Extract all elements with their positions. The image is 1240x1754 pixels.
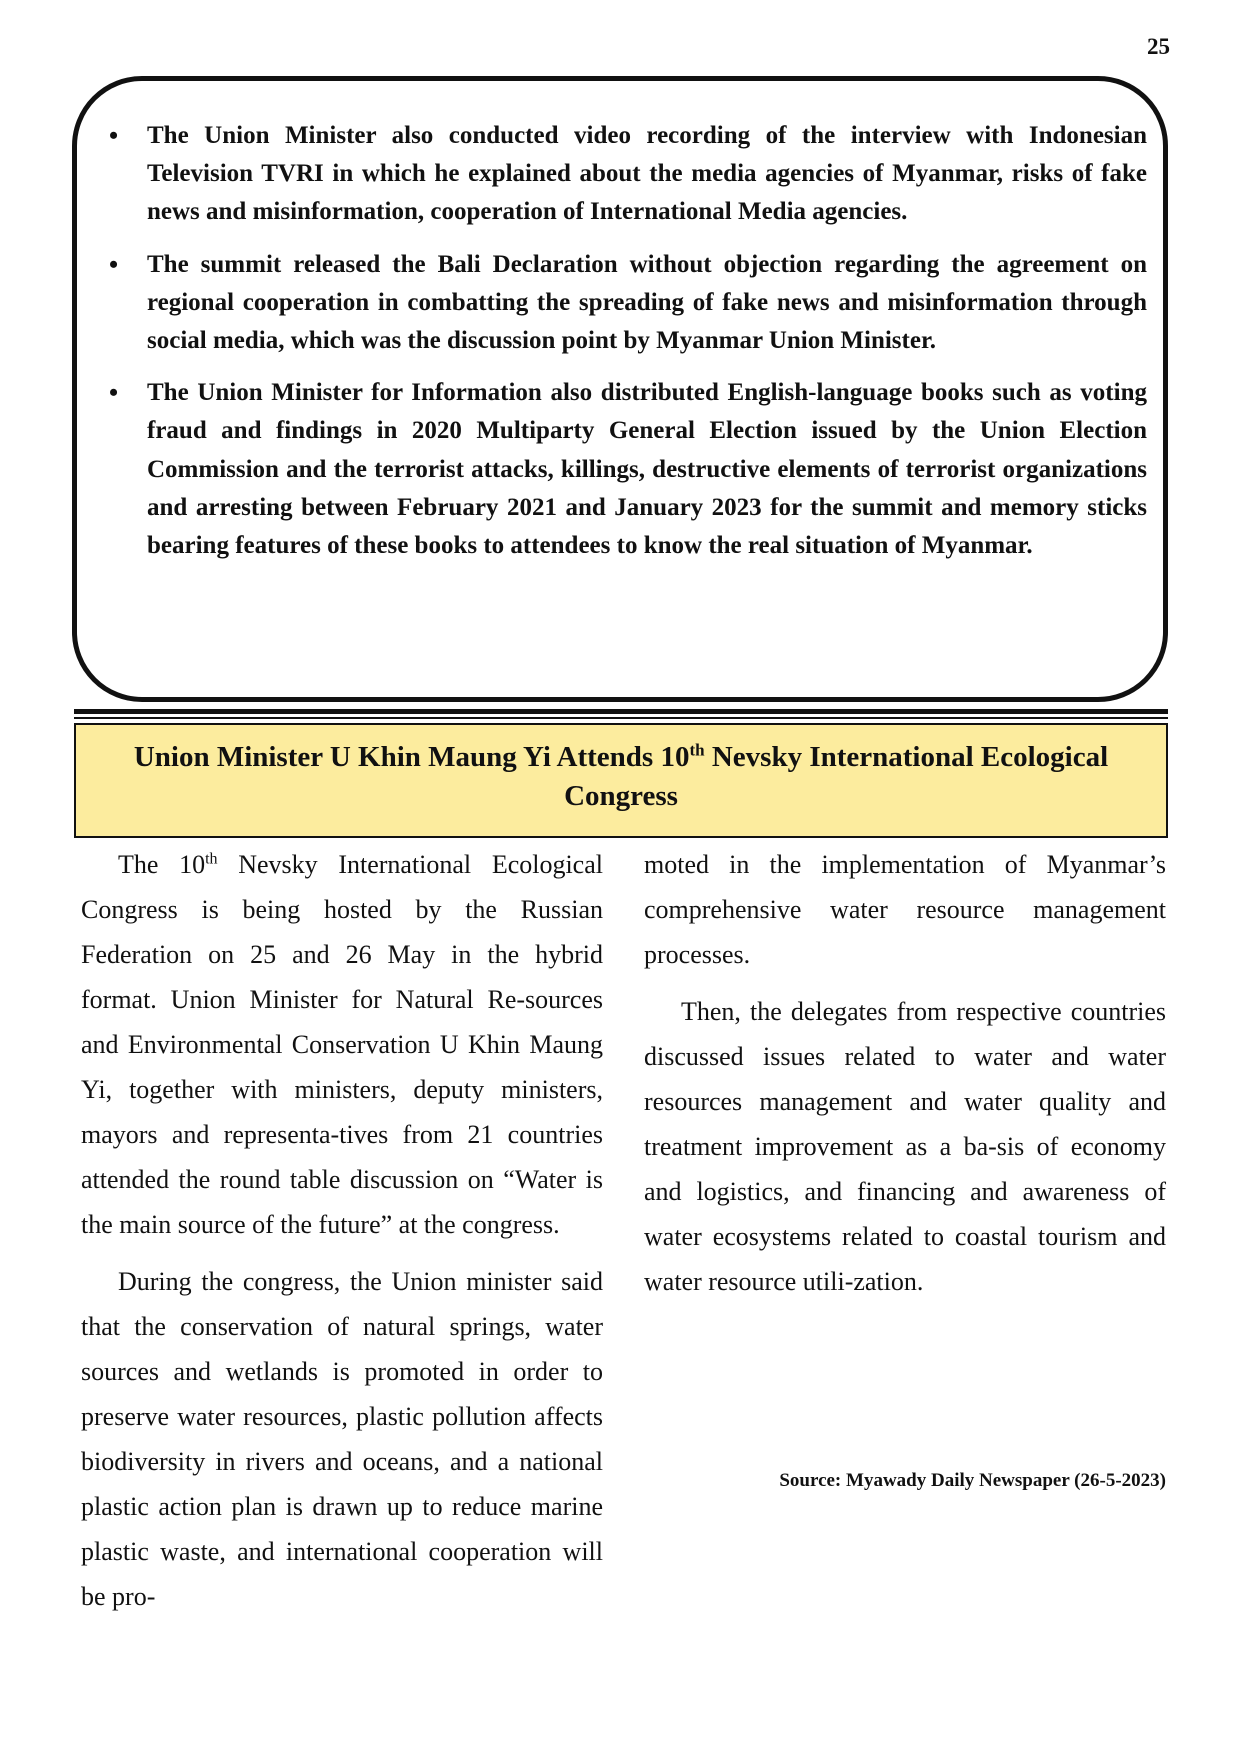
- paragraph-superscript: th: [205, 850, 218, 868]
- article-paragraph: During the congress, the Union minister said that the conservation of natural springs, water sources and wetlands is promoted in order to preserve water resources, plastic pollution affects biodiversity in rivers and oceans, and a national plastic action plan is drawn up to reduce marine plastic waste, and international cooperation will be pro-: [81, 1267, 603, 1611]
- divider-thick: [74, 709, 1168, 714]
- article-paragraph: Then, the delegates from respective countries discussed issues related to water and water resources management and water quality and treatment improvement as a ba-sis of economy and logistics, and financing and awareness of water ecosystems related to coastal tourism and water resource utili-zation.: [644, 997, 1166, 1296]
- article-column-right: [644, 842, 1166, 1316]
- article-paragraph: [81, 842, 603, 1247]
- divider-thin: [74, 717, 1168, 719]
- source-credit: Source: Myawady Daily Newspaper (26-5-2023): [779, 1470, 1166, 1491]
- highlight-box: [72, 76, 1168, 702]
- article-headline: [74, 723, 1168, 838]
- headline-superscript: th: [689, 740, 705, 760]
- bullet-item: • The Union Minister for Information also distributed English-language books such as voting fraud and findings in 2020 Multiparty General Election issued by the Union Election Commission and the terrorist attacks, killings, destructive elements of terrorist organizations and arresting between February 2021 and January 2023 for the summit and memory sticks bearing features of these books to attendees to know the real situation of Myanmar.: [147, 374, 1147, 565]
- article-column-left: [81, 842, 603, 1631]
- page-number: 25: [1147, 34, 1170, 59]
- headline-part1: Union Minister U Khin Maung Yi Attends 10: [133, 741, 690, 773]
- paragraph-start: The 10: [118, 850, 206, 879]
- bullet-item: • The summit released the Bali Declaration without objection regarding the agreement on regional cooperation in combatting the spreading of fake news and misinformation through social media, which was the discussion point by Myanmar Union Minister.: [147, 246, 1147, 361]
- article-paragraph-continued: moted in the implementation of Myanmar’s comprehensive water resource management processes.: [644, 850, 1166, 969]
- paragraph-rest: Nevsky International Ecological Congress is being hosted by the Russian Federation on 25 and 26 May in the hybrid format. Union Minister for Natural Re-sources and Environmental Conservation U Khin Maung Yi, together with ministers, deputy ministers, mayors and representa-tives from 21 countries attended the round table discussion on “Water is the main source of the future” at the congress.: [81, 850, 603, 1239]
- headline-part2: Nevsky International Ecological Congress: [564, 741, 1109, 812]
- bullet-list: [147, 117, 1147, 579]
- bullet-item: • The Union Minister also conducted video recording of the interview with Indonesian Television TVRI in which he explained about the media agencies of Myanmar, risks of fake news and misinformation, cooperation of International Media agencies.: [147, 117, 1147, 232]
